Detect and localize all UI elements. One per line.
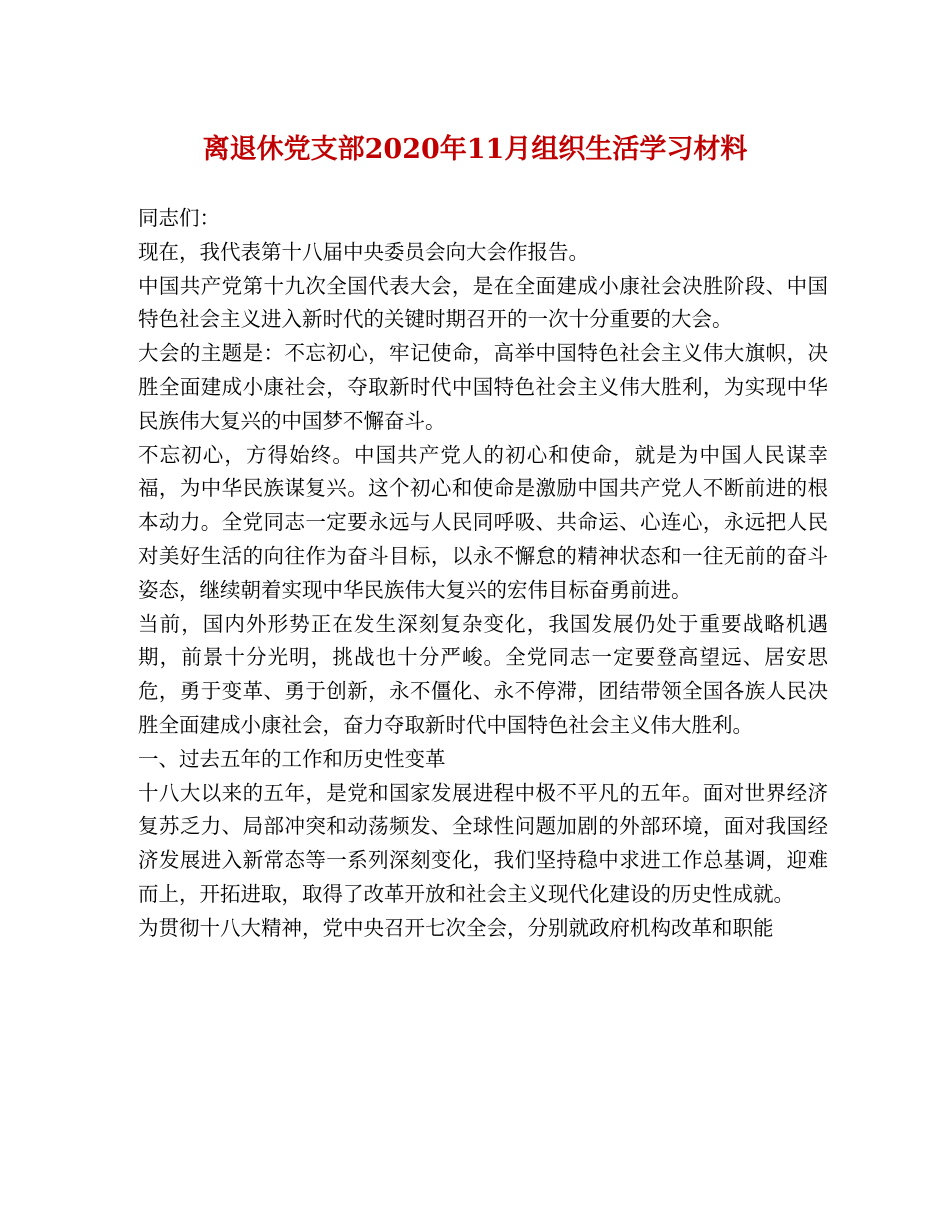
paragraph: 当前，国内外形势正在发生深刻复杂变化，我国发展仍处于重要战略机遇期，前景十分光明，挑战也十分严峻。全党同志一定要登高望远、居安思危，勇于变革、勇于创新，永不僵化、永不停滞，团结带领全国各族人民决胜全面建成小康社会，奋力夺取新时代中国特色社会主义伟大胜利。 <box>138 611 828 737</box>
paragraph: 大会的主题是：不忘初心，牢记使命，高举中国特色社会主义伟大旗帜，决胜全面建成小康社会，夺取新时代中国特色社会主义伟大胜利，为实现中华民族伟大复兴的中国梦不懈奋斗。 <box>138 341 828 433</box>
document-title: 离退休党支部2020年11月组织生活学习材料 <box>202 134 748 165</box>
document-body <box>138 202 828 946</box>
paragraph: 为贯彻十八大精神，党中央召开七次全会，分别就政府机构改革和职能 <box>138 915 774 940</box>
paragraph-salutation: 同志们： <box>138 206 220 230</box>
paragraph: 现在，我代表第十八届中央委员会向大会作报告。 <box>138 239 589 264</box>
section-heading: 一、过去五年的工作和历史性变革 <box>138 746 446 771</box>
paragraph: 十八大以来的五年，是党和国家发展进程中极不平凡的五年。面对世界经济复苏乏力、局部冲突和动荡频发、全球性问题加剧的外部环境，面对我国经济发展进入新常态等一系列深刻变化，我们坚持稳中求进工作总基调，迎难而上，开拓进取，取得了改革开放和社会主义现代化建设的历史性成就。 <box>138 780 828 906</box>
paragraph: 不忘初心，方得始终。中国共产党人的初心和使命，就是为中国人民谋幸福，为中华民族谋复兴。这个初心和使命是激励中国共产党人不断前进的根本动力。全党同志一定要永远与人民同呼吸、共命运、心连心，永远把人民对美好生活的向往作为奋斗目标，以永不懈怠的精神状态和一往无前的奋斗姿态，继续朝着实现中华民族伟大复兴的宏伟目标奋勇前进。 <box>138 442 828 602</box>
paragraph: 中国共产党第十九次全国代表大会，是在全面建成小康社会决胜阶段、中国特色社会主义进入新时代的关键时期召开的一次十分重要的大会。 <box>138 273 828 332</box>
